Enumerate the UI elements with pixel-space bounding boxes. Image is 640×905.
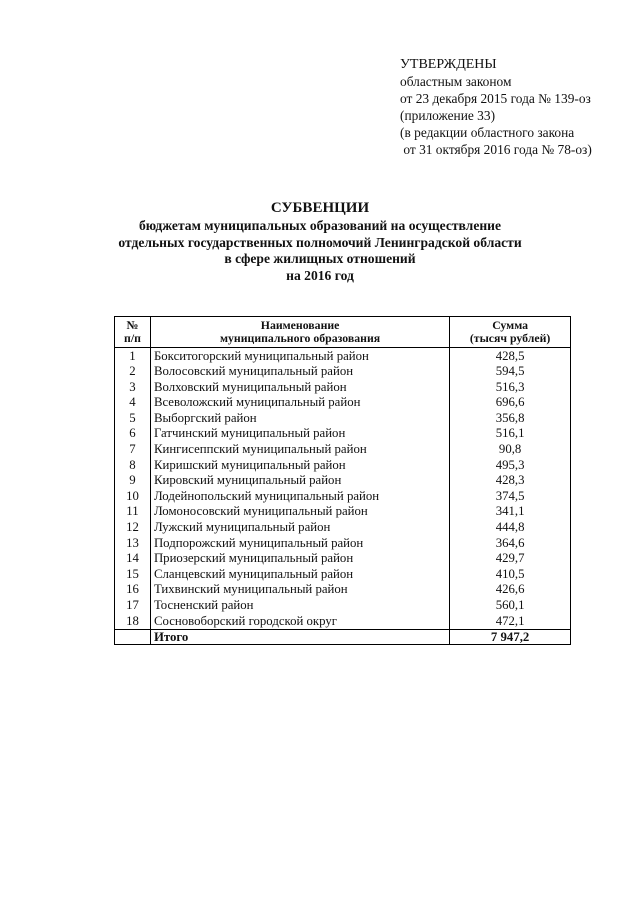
row-number: 1 bbox=[115, 348, 151, 364]
row-name: Лодейнопольский муниципальный район bbox=[150, 488, 449, 504]
approval-line: областным законом bbox=[400, 74, 512, 89]
row-sum: 495,3 bbox=[450, 457, 571, 473]
row-sum: 516,1 bbox=[450, 426, 571, 442]
title-main: СУБВЕНЦИИ bbox=[270, 200, 370, 216]
table-row bbox=[115, 551, 571, 567]
subvention-table bbox=[114, 316, 571, 645]
row-number: 8 bbox=[115, 457, 151, 473]
header-name-line2: муниципального образования bbox=[220, 331, 381, 345]
table-row bbox=[115, 426, 571, 442]
row-number: 6 bbox=[115, 426, 151, 442]
header-name bbox=[150, 317, 449, 348]
row-number: 11 bbox=[115, 504, 151, 520]
table-row bbox=[115, 395, 571, 411]
row-name: Подпорожский муниципальный район bbox=[150, 535, 449, 551]
row-number: 3 bbox=[115, 379, 151, 395]
row-number: 7 bbox=[115, 442, 151, 458]
row-sum: 356,8 bbox=[450, 410, 571, 426]
header-number-line1: № bbox=[126, 318, 139, 332]
table-row bbox=[115, 520, 571, 536]
header-sum-line2: (тысяч рублей) bbox=[469, 331, 551, 345]
header-sum bbox=[450, 317, 571, 348]
row-sum: 410,5 bbox=[450, 566, 571, 582]
row-number: 5 bbox=[115, 410, 151, 426]
row-name: Ломоносовский муниципальный район bbox=[150, 504, 449, 520]
table-row bbox=[115, 613, 571, 629]
row-name: Тосненский район bbox=[150, 598, 449, 614]
row-sum: 364,6 bbox=[450, 535, 571, 551]
title-year: на 2016 год bbox=[286, 267, 354, 283]
title-line: отдельных государственных полномочий Ленинградской области bbox=[118, 234, 522, 250]
approval-stamp bbox=[400, 56, 592, 158]
row-name: Киришский муниципальный район bbox=[150, 457, 449, 473]
row-name: Волосовский муниципальный район bbox=[150, 364, 449, 380]
table-row bbox=[115, 379, 571, 395]
row-sum: 90,8 bbox=[450, 442, 571, 458]
header-name-line1: Наименование bbox=[260, 318, 340, 332]
row-number: 10 bbox=[115, 488, 151, 504]
row-number: 17 bbox=[115, 598, 151, 614]
row-number: 18 bbox=[115, 613, 151, 629]
header-number bbox=[115, 317, 151, 348]
row-number: 12 bbox=[115, 520, 151, 536]
row-number: 16 bbox=[115, 582, 151, 598]
approval-line: (приложение 33) bbox=[400, 108, 496, 123]
total-number-cell bbox=[115, 629, 151, 645]
table-row bbox=[115, 582, 571, 598]
row-name: Сосновоборский городской округ bbox=[150, 613, 449, 629]
row-sum: 428,3 bbox=[450, 473, 571, 489]
row-sum: 560,1 bbox=[450, 598, 571, 614]
row-name: Лужский муниципальный район bbox=[150, 520, 449, 536]
row-sum: 594,5 bbox=[450, 364, 571, 380]
table-header-row bbox=[115, 317, 571, 348]
row-sum: 341,1 bbox=[450, 504, 571, 520]
row-name: Бокситогорский муниципальный район bbox=[150, 348, 449, 364]
document-title bbox=[0, 200, 640, 284]
approval-line: от 31 октября 2016 года № 78-оз) bbox=[400, 142, 592, 157]
row-name: Гатчинский муниципальный район bbox=[150, 426, 449, 442]
row-sum: 428,5 bbox=[450, 348, 571, 364]
row-name: Волховский муниципальный район bbox=[150, 379, 449, 395]
row-sum: 472,1 bbox=[450, 613, 571, 629]
header-sum-line1: Сумма bbox=[492, 318, 529, 332]
approval-line: от 23 декабря 2015 года № 139-оз bbox=[400, 91, 591, 106]
table-row bbox=[115, 535, 571, 551]
row-number: 15 bbox=[115, 566, 151, 582]
table-row bbox=[115, 348, 571, 364]
row-number: 13 bbox=[115, 535, 151, 551]
table-row bbox=[115, 566, 571, 582]
total-label: Итого bbox=[150, 629, 449, 645]
table-row bbox=[115, 473, 571, 489]
title-line: бюджетам муниципальных образований на осуществление bbox=[138, 218, 502, 234]
row-sum: 516,3 bbox=[450, 379, 571, 395]
row-sum: 374,5 bbox=[450, 488, 571, 504]
table-row bbox=[115, 457, 571, 473]
table-row bbox=[115, 488, 571, 504]
header-number-line2: п/п bbox=[124, 331, 141, 345]
title-line: в сфере жилищных отношений bbox=[224, 251, 416, 267]
row-sum: 426,6 bbox=[450, 582, 571, 598]
table-row bbox=[115, 598, 571, 614]
table-row bbox=[115, 504, 571, 520]
approval-line: (в редакции областного закона bbox=[400, 125, 575, 140]
table-row bbox=[115, 364, 571, 380]
row-name: Сланцевский муниципальный район bbox=[150, 566, 449, 582]
row-number: 9 bbox=[115, 473, 151, 489]
row-name: Кингисеппский муниципальный район bbox=[150, 442, 449, 458]
row-sum: 429,7 bbox=[450, 551, 571, 567]
row-name: Кировский муниципальный район bbox=[150, 473, 449, 489]
table-row bbox=[115, 442, 571, 458]
row-number: 4 bbox=[115, 395, 151, 411]
row-name: Всеволожский муниципальный район bbox=[150, 395, 449, 411]
row-sum: 444,8 bbox=[450, 520, 571, 536]
row-sum: 696,6 bbox=[450, 395, 571, 411]
row-name: Выборгский район bbox=[150, 410, 449, 426]
row-number: 14 bbox=[115, 551, 151, 567]
row-name: Тихвинский муниципальный район bbox=[150, 582, 449, 598]
approval-heading: УТВЕРЖДЕНЫ bbox=[400, 57, 497, 72]
row-number: 2 bbox=[115, 364, 151, 380]
table-row bbox=[115, 410, 571, 426]
total-row bbox=[115, 629, 571, 645]
total-sum: 7 947,2 bbox=[450, 629, 571, 645]
row-name: Приозерский муниципальный район bbox=[150, 551, 449, 567]
